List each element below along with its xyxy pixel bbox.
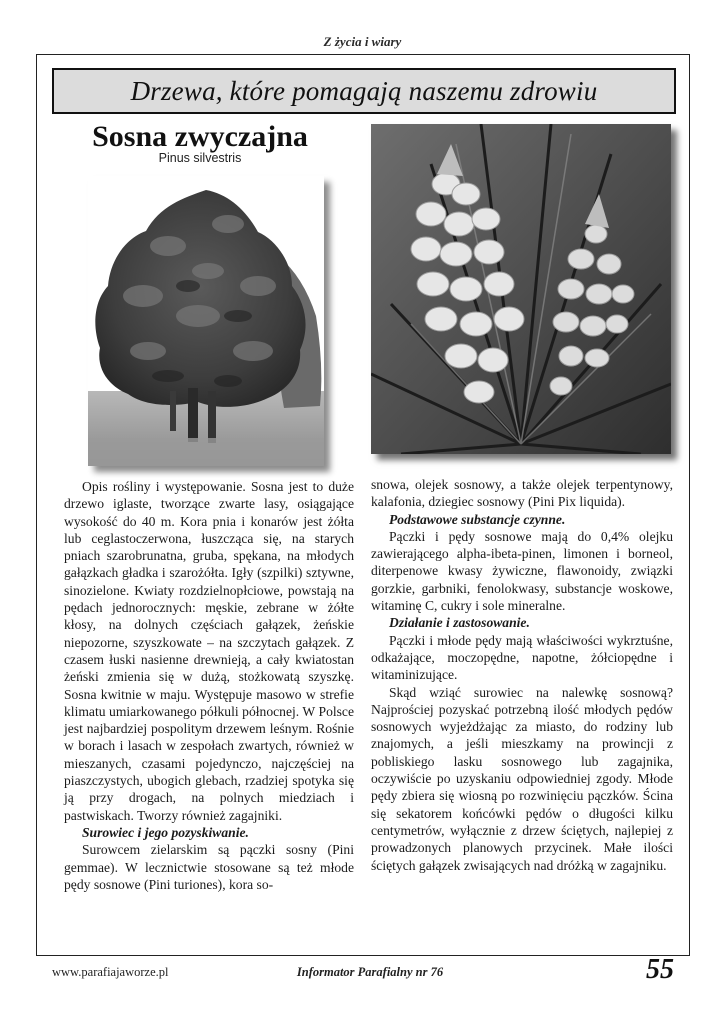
heading-raw-material: Surowiec i jego pozyskiwanie. xyxy=(82,824,249,840)
pine-tree-photo xyxy=(88,176,324,466)
heading-active-substances: Podstawowe substancje czynne. xyxy=(389,511,566,527)
paragraph-description: Opis rośliny i występowanie. Sosna jest to duże drzewo iglaste, tworzące zwarte lasy, osiągające wysokość do 40 m. Kora pnia i konarów jest żółta lub ceglastoczerwona, łuszcząca się, na starych pniach szarobrunatna, gruba, spękana, na młodych gałązkach gładka i szarożółta. Igły (szpilki) sztywne, sinozielone. Kwiaty rozdzielnopłciowe, powstają na pędach jednorocznych: męskie, zebrane w żółte kłosy, na dolnych częściach gałązek, żeńskie niepozorne, szyszkowate – na szczytach gałązek. Z czasem łuski nasienne drewnieją, a cały kwiatostan żeński zmienia się w dużą, stożkowatą szyszkę. Sosna kwitnie w maju. Występuje masowo w strefie klimatu umiarkowanego półkuli północnej. W Polsce jest najbardziej pospolitym drzewem leśnym. Rośnie w borach i lasach w zespołach zwartych, również w mieszanych, czasami pojedynczo, najczęściej na piaszczystych, ubogich glebach, rzadziej spotyka się ją przy drogach, na polnych miedziach i pastwiskach. Tworzy również zagajniki. xyxy=(64,479,354,823)
article-title-box xyxy=(52,68,676,114)
right-text-column xyxy=(371,476,673,874)
paragraph-active-substances: Pączki i pędy sosnowe mają do 0,4% olejku zawierającego alpha-ibeta-pinen, limonen i borneol, diterpenowe kwasy żywiczne, flawonoidy, związki gorzkie, garbniki, fenolokwasy, substancje woskowe, witaminę C, cukry i sole mineralne. xyxy=(371,528,673,614)
running-title: Z życia i wiary xyxy=(323,34,402,49)
species-name: Sosna zwyczajna xyxy=(92,120,308,153)
footer-publication: Informator Parafialny nr 76 xyxy=(296,965,444,979)
paragraph-properties: Pączki i młode pędy mają właściwości wykrztuśne, odkażające, moczopędne, napotne, żółciopędne i witaminizujące. xyxy=(371,632,673,683)
paragraph-continuation: snowa, olejek sosnowy, a także olejek terpentynowy, kalafonia, dziegiec sosnowy (Pini Pix liquida). xyxy=(371,477,673,510)
paragraph-sourcing: Skąd wziąć surowiec na nalewkę sosnową? Najprościej pozyskać potrzebną ilość młodych pędów sosnowych wyjeżdżając za miasto, do rodziny lub znajomych, a jeśli mieszkamy na prowincji z pobliskiego lasku sosnowego lub zagajnika, oczywiście po uzyskaniu odpowiedniej zgody. Młode pędy zbiera się wiosną po rozwinięciu pączków. Ścina się sekatorem końcówki pędów o długości kilku centymetrów, wyłącznie z drzew ściętych, najlepiej z prowadzonych planowych przycinek. Małe ilości ściętych gałązek zwisających nad dróżką w zagajniku. xyxy=(371,684,673,873)
footer-website: www.parafiajaworze.pl xyxy=(52,965,169,979)
pine-flower-photo xyxy=(371,124,671,454)
heading-action-use: Działanie i zastosowanie. xyxy=(389,615,530,631)
latin-name: Pinus silvestris xyxy=(158,151,242,165)
article-title: Drzewa, które pomagają naszemu zdrowiu xyxy=(130,75,598,106)
paragraph-raw-material: Surowcem zielarskim są pączki sosny (Pini gemmae). W lecznictwie stosowane są też młode pędy sosnowe (Pini turiones), kora so- xyxy=(64,842,354,892)
left-text-column xyxy=(64,478,354,893)
page-number: 55 xyxy=(646,954,674,985)
